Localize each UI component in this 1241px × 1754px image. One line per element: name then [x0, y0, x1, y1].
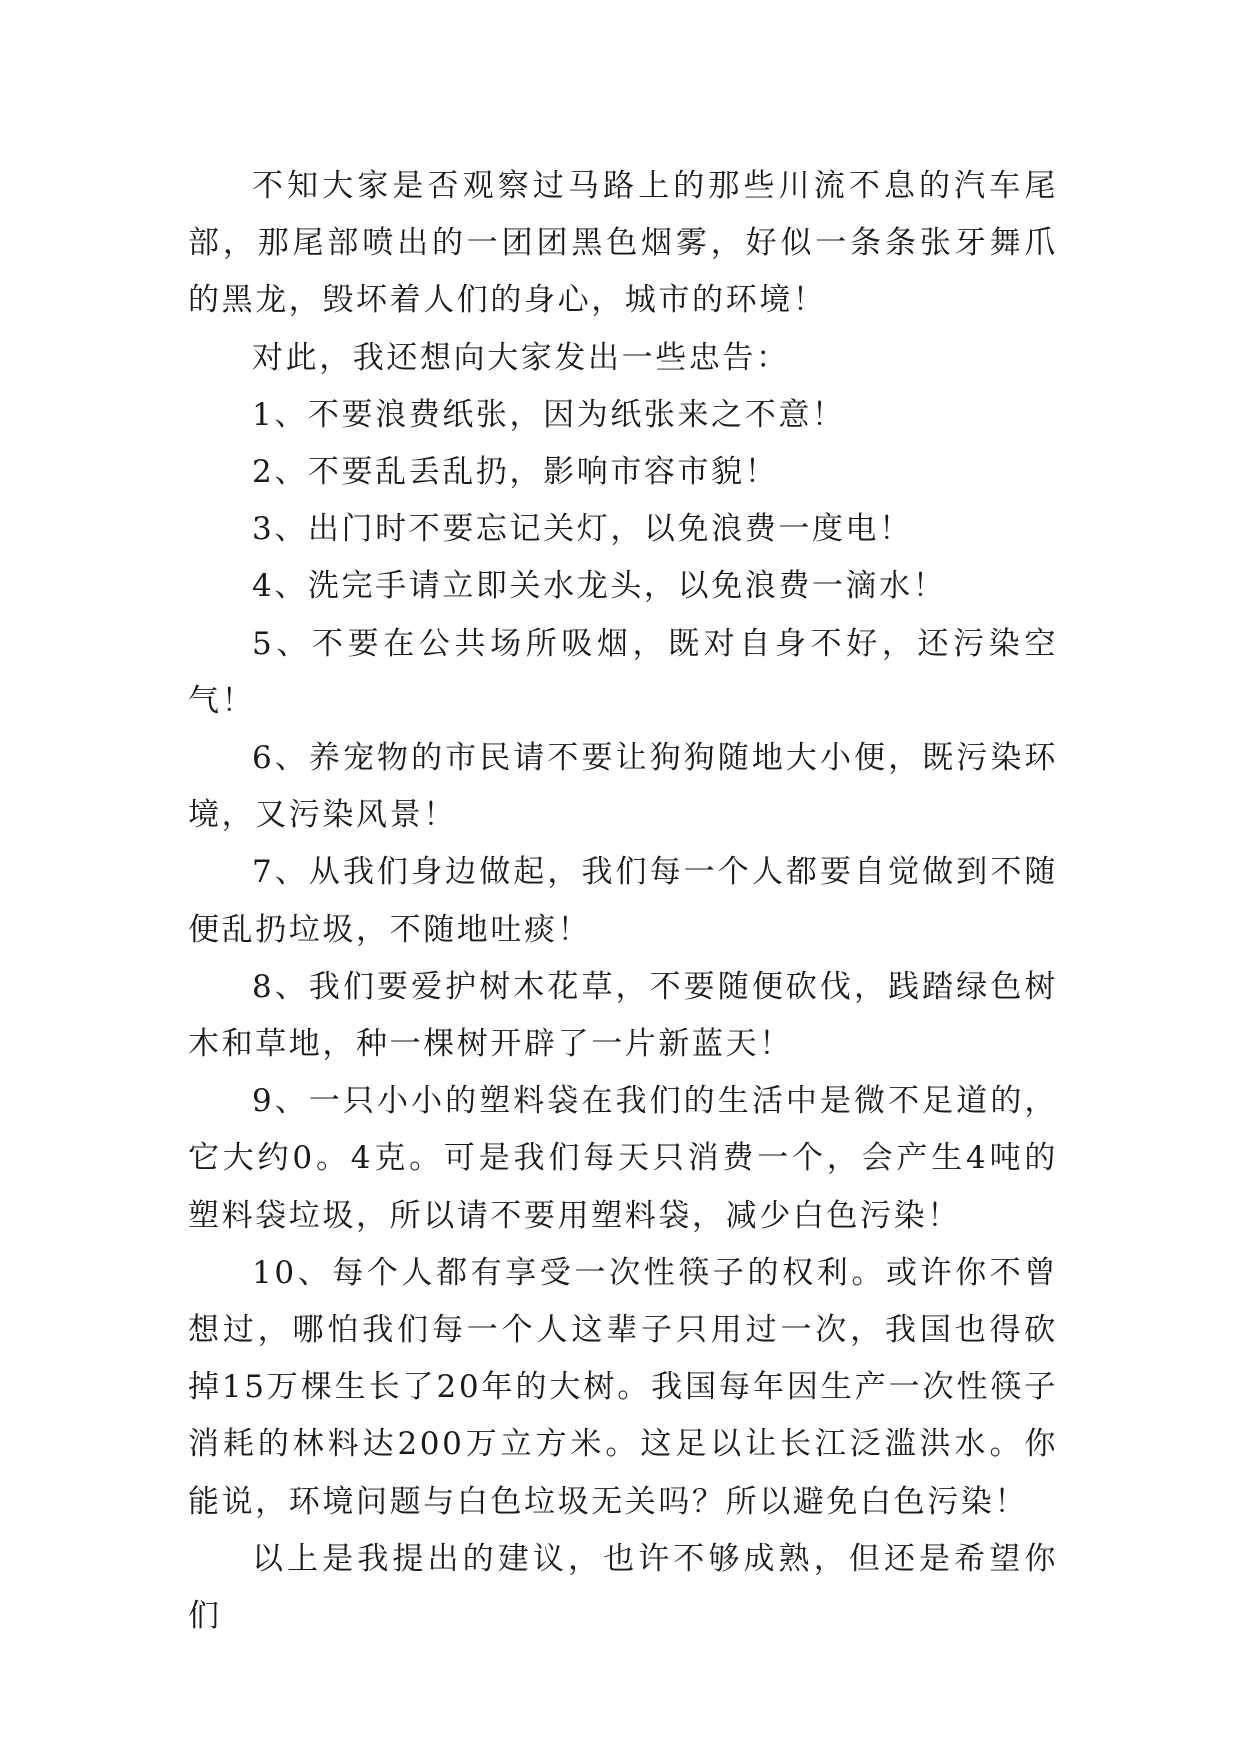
advice-item-3: 3、出门时不要忘记关灯，以免浪费一度电！	[252, 511, 913, 548]
advice-item-10: 10、每个人都有享受一次性筷子的权利。或许你不曾想过，哪怕我们每一个人这辈子只用过一次，我国也得砍掉15万棵生长了20年的大树。我国每年因生产一次性筷子消耗的林料达200万立方米。这足以让长江泛滥洪水。你能说，环境问题与白色垃圾无关吗？所以避免白色污染！	[188, 1254, 1058, 1520]
paragraph-closing: 以上是我提出的建议，也许不够成熟，但还是希望你们	[188, 1540, 1058, 1635]
advice-item-7: 7、从我们身边做起，我们每一个人都要自觉做到不随便乱扔垃圾，不随地吐痰！	[188, 854, 1058, 948]
advice-item-5: 5、不要在公共场所吸烟，既对自身不好，还污染空气！	[188, 625, 1058, 719]
advice-item-8: 8、我们要爱护树木花草，不要随便砍伐，践踏绿色树木和草地，种一棵树开辟了一片新蓝天！	[188, 968, 1058, 1063]
paragraph-intro: 不知大家是否观察过马路上的那些川流不息的汽车尾部，那尾部喷出的一团团黑色烟雾，好似一条条张牙舞爪的黑龙，毁坏着人们的身心，城市的环境！	[188, 168, 1058, 319]
document-body	[188, 158, 1058, 1645]
advice-item-1: 1、不要浪费纸张，因为纸张来之不意！	[252, 396, 846, 433]
advice-item-4: 4、洗完手请立即关水龙头，以免浪费一滴水！	[252, 568, 947, 605]
paragraph-advice-intro: 对此，我还想向大家发出一些忠告：	[252, 339, 790, 376]
advice-item-9: 9、一只小小的塑料袋在我们的生活中是微不足道的，它大约0。4克。可是我们每天只消费一个，会产生4吨的塑料袋垃圾，所以请不要用塑料袋，减少白色污染！	[188, 1083, 1058, 1234]
advice-item-6: 6、养宠物的市民请不要让狗狗随地大小便，既污染环境，又污染风景！	[188, 740, 1058, 834]
advice-item-2: 2、不要乱丢乱扔，影响市容市貌！	[252, 454, 779, 491]
